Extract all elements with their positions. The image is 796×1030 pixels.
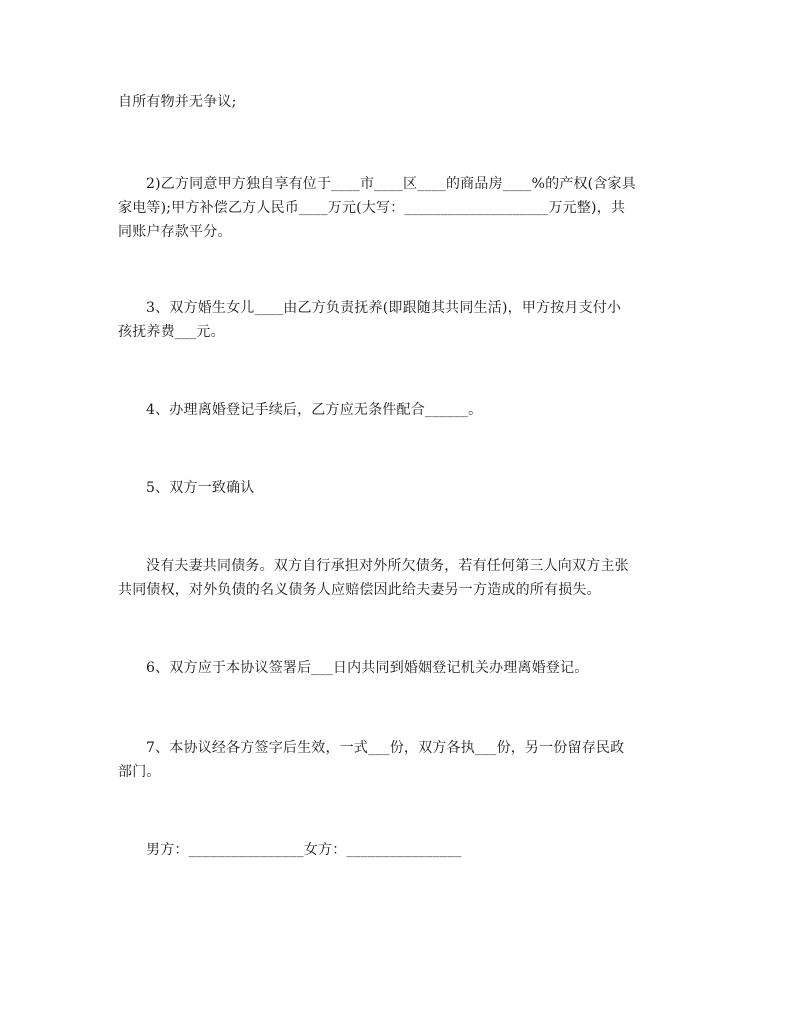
clause-7-line-2: 部门。 (118, 764, 161, 780)
clause-2-line-1: 2)乙方同意甲方独自享有位于____市____区____的商品房____%的产权(含家具 (146, 176, 636, 192)
clause-7-line-1: 7、本协议经各方签字后生效，一式___份，双方各执___份，另一份留存民政 (146, 740, 625, 756)
clause-3-line-2: 孩抚养费___元。 (118, 324, 225, 340)
clause-5-heading: 5、双方一致确认 (146, 480, 255, 496)
clause-2-line-3: 同账户存款平分。 (118, 224, 232, 240)
signature-line: 男方：________________女方：________________ (146, 842, 462, 858)
paragraph-line-1: 自所有物并无争议; (118, 94, 237, 110)
clause-4-line: 4、办理离婚登记手续后，乙方应无条件配合______。 (146, 402, 483, 418)
clause-3-line-1: 3、双方婚生女儿____由乙方负责抚养(即跟随其共同生活)，甲方按月支付小 (146, 300, 622, 316)
debt-paragraph-line-2: 共同债权，对外负债的名义债务人应赔偿因此给夫妻另一方造成的所有损失。 (118, 582, 601, 598)
clause-6-line: 6、双方应于本协议签署后___日内共同到婚姻登记机关办理离婚登记。 (146, 660, 589, 676)
clause-2-line-2: 家电等);甲方补偿乙方人民币____万元(大写：____________________万元整)，共 (118, 200, 626, 216)
debt-paragraph-line-1: 没有夫妻共同债务。双方自行承担对外所欠债务，若有任何第三人向双方主张 (146, 558, 629, 574)
